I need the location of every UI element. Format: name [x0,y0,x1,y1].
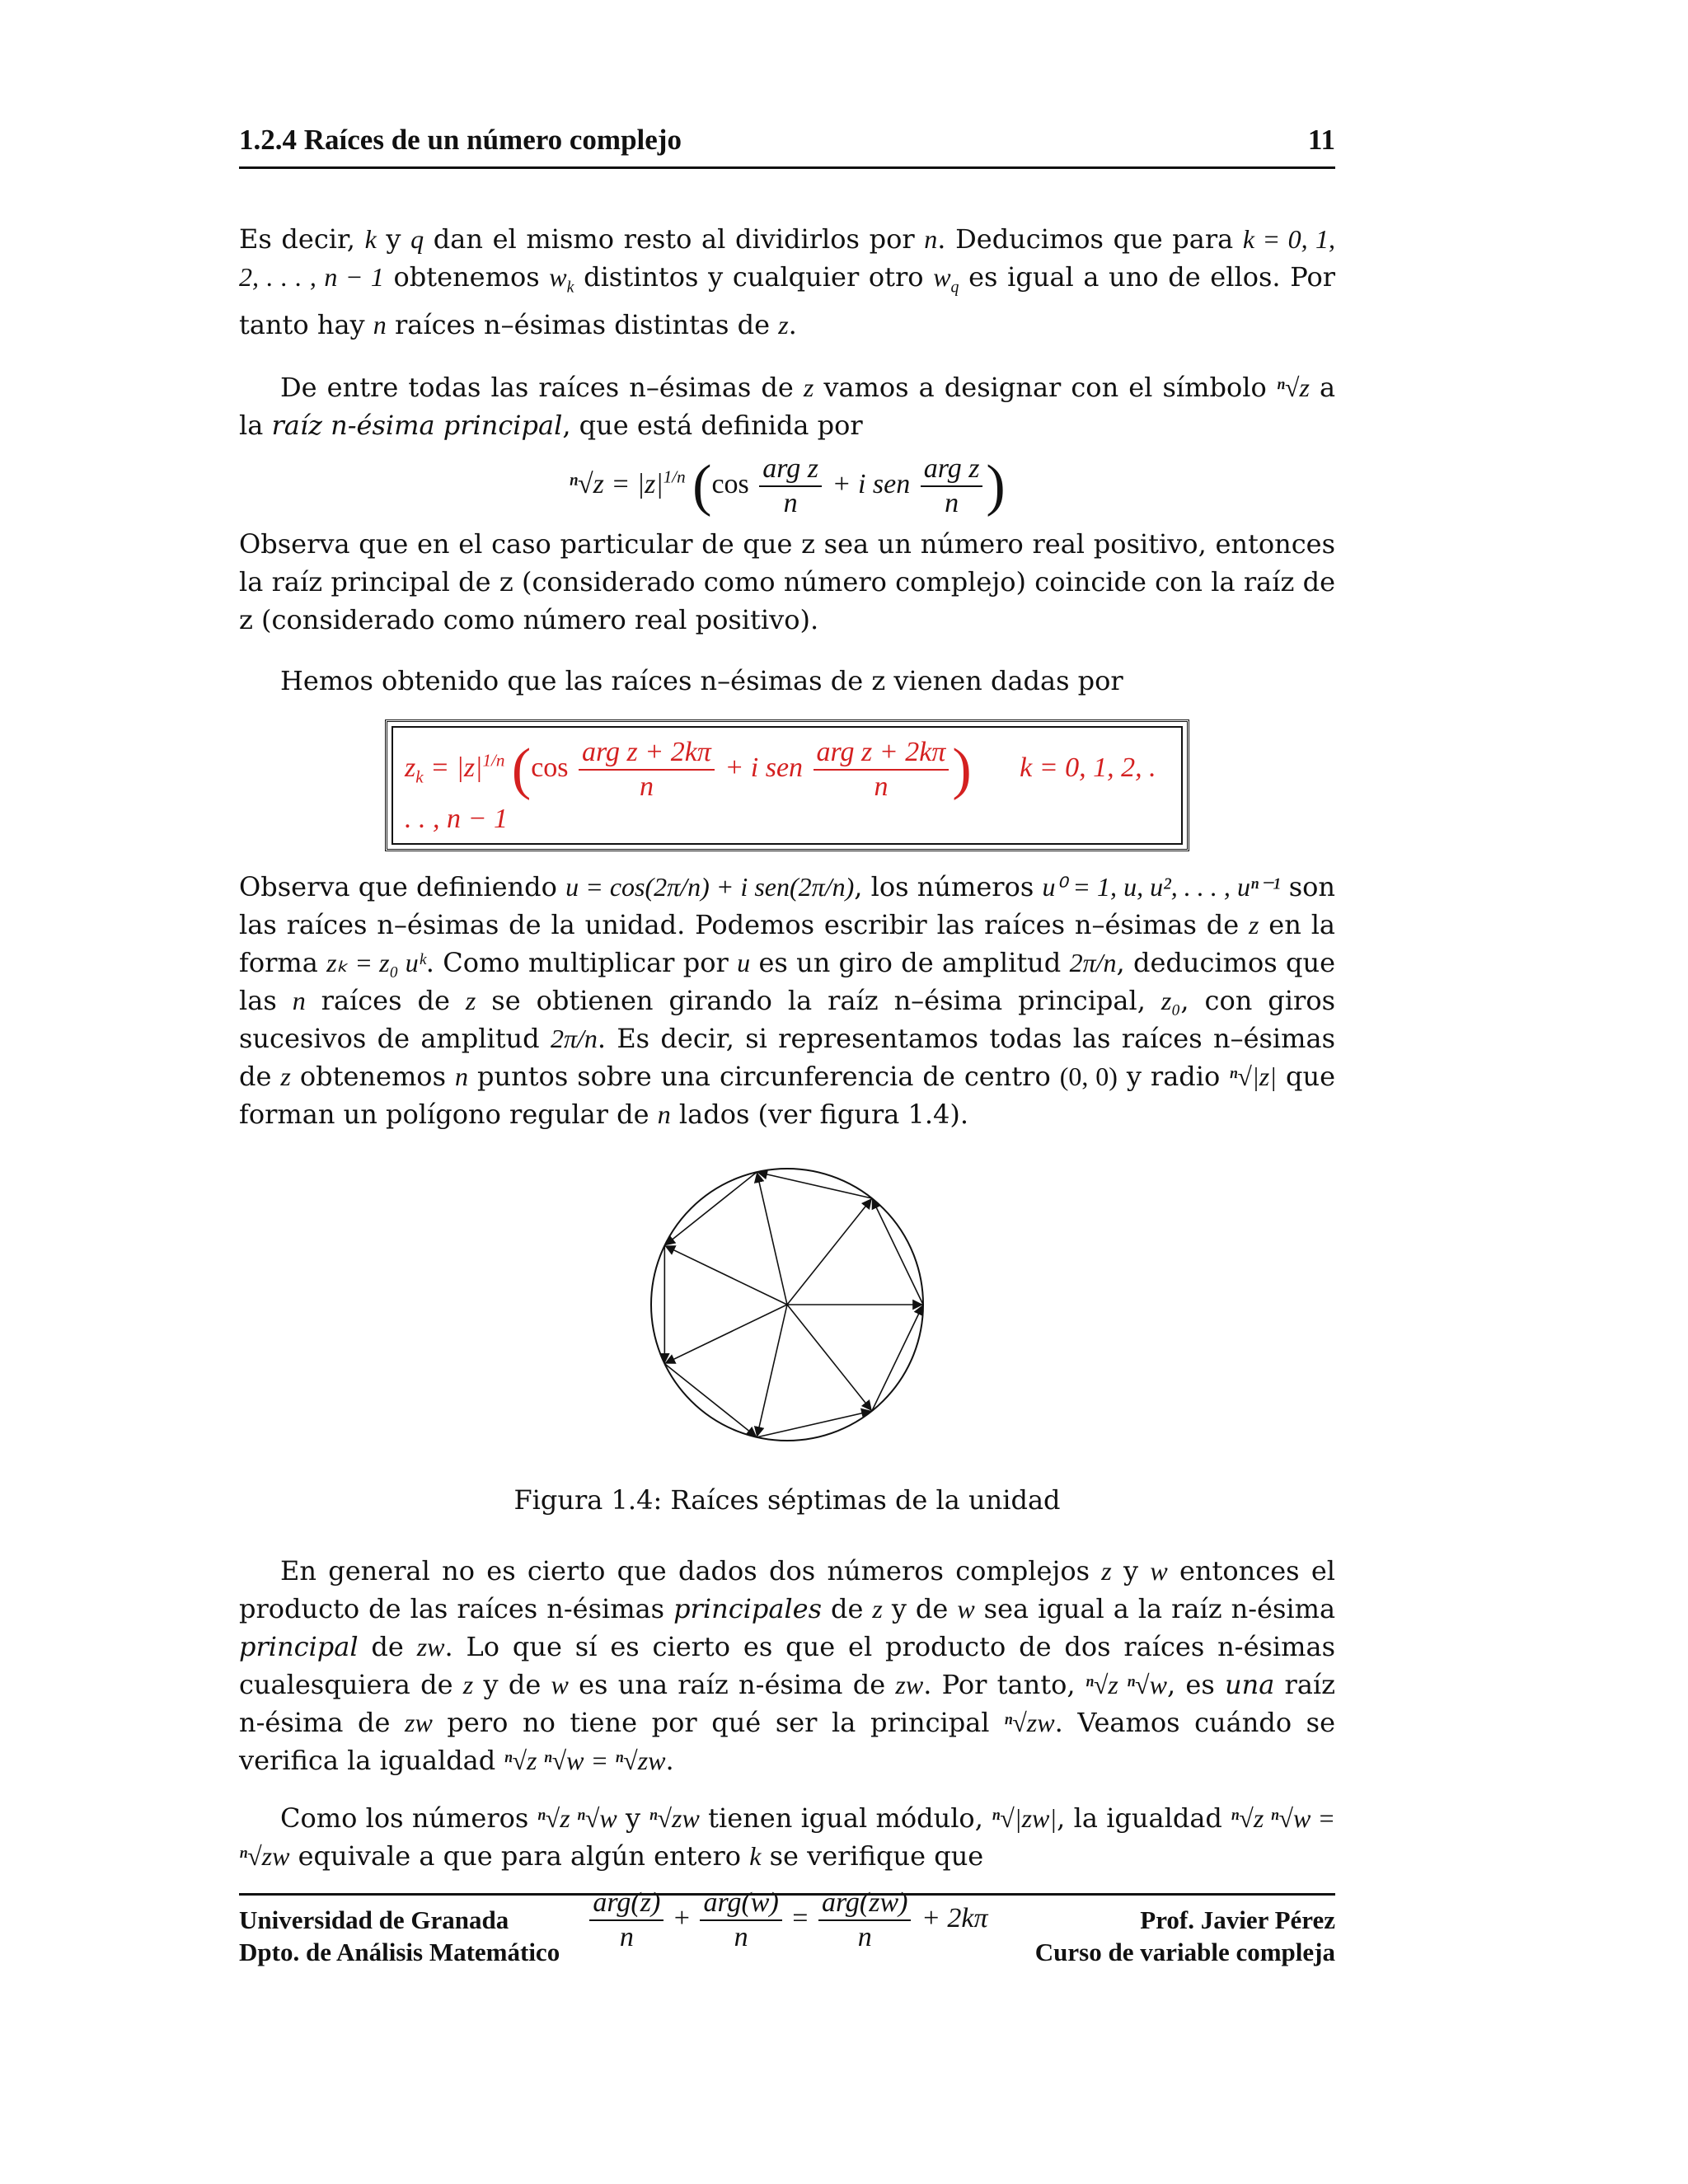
paragraph-4: Hemos obtenido que las raíces n–ésimas de z vienen dadas por [280,665,1123,697]
roots-diagram [639,1156,935,1453]
polygon-edge [664,1364,757,1437]
page-header [239,124,1335,169]
footer-course: Curso de variable compleja [1034,1938,1335,1966]
paragraph-1: Es decir, k y q dan el mismo resto al dividirlos por n. Deducimos que para k = 0, 1, 2, . . . , n − 1 obtenemos $w_k$ distintos y cualquier otro $w_q$ es igual a uno de ellos. Por tanto hay n raíces n–ésimas distintas de z. [239,223,1336,341]
footer-department: Dpto. de Análisis Matemático [239,1938,560,1966]
paragraph-3: Observa que en el caso particular de que z sea un número real positivo, entonces la raíz principal de z (considerado como número complejo) coincide con la raíz de z (considerado como número real positivo). [239,528,1335,636]
polygon-edge [664,1173,757,1246]
section-title: 1.2.4 Raíces de un número complejo [239,124,682,156]
figure-caption: Figura 1.4: Raíces séptimas de la unidad [513,1484,1061,1516]
page-number: 11 [1307,124,1335,156]
root-vector [664,1246,787,1305]
footer-author: Prof. Javier Pérez [1140,1905,1335,1934]
root-vector [664,1305,787,1364]
page-content [239,124,1335,1954]
boxed-formula: $z_k = |z|^{1/n}$ (cos $\frac{\text{arg z + 2kπ}}{n}$ + i sen $\frac{\text{arg z + 2kπ}}{n}$ ) k = 0, 1, 2, . . . , n − 1 [385,719,1189,851]
polygon-edge [872,1305,923,1411]
root-vector [787,1198,872,1305]
polygon-edge [757,1411,872,1437]
formula-principal-root: $^n√z = |z|^{1/n}$ (cos $\frac{\text{arg z}}{n}$ + i sen $\frac{\text{arg z}}{n}$ ) [569,453,1006,519]
polygon-edge [757,1173,872,1199]
root-vector [757,1173,787,1305]
footer-university: Universidad de Granada [239,1905,509,1934]
paragraph-2: De entre todas las raíces n–ésimas de z vamos a designar con el símbolo ⁿ√z a la raíz n-ésima principal, que está definida por [239,372,1336,442]
root-vector [787,1305,872,1411]
paragraph-5: Observa que definiendo u = cos(2π/n) + i sen(2π/n), los números u⁰ = 1, u, u², . . . , uⁿ⁻¹ son las raíces n–ésimas de la unidad. Podemos escribir las raíces n–ésimas de z en la forma zₖ = z₀ uᵏ. Como multiplicar por u es un giro de amplitud 2π/n, deducimos que las n raíces de z se obtienen girando la raíz n–ésima principal, z₀, con giros sucesivos de amplitud 2π/n. Es decir, si representamos todas las raíces n–ésimas de z obtenemos n puntos sobre una circunferencia de centro (0, 0) y radio ⁿ√|z| que forman un polígono regular de n lados (ver figura 1.4). [239,871,1336,1131]
root-vector [757,1305,787,1437]
polygon-edge [872,1198,923,1305]
paragraph-6: En general no es cierto que dados dos números complejos z y w entonces el producto de las raíces n-ésimas principales de z y de w sea igual a la raíz n-ésima principal de zw. Lo que sí es cierto es que el producto de dos raíces n-ésimas cualesquiera de z y de w es una raíz n-ésima de zw. Por tanto, ⁿ√z ⁿ√w, es una raíz n-ésima de zw pero no tiene por qué ser la principal ⁿ√zw. Veamos cuándo se verifica la igualdad ⁿ√z ⁿ√w = ⁿ√zw. [239,1555,1336,1777]
formula-arg-sum: $\frac{\text{arg(z)}}{n}$ + $\frac{\text{arg(w)}}{n}$ = $\frac{\text{arg(zw)}}{n}$ + 2kπ [239,1886,1335,1954]
figure-roots [239,1156,1335,1456]
paragraph-7: Como los números ⁿ√z ⁿ√w y ⁿ√zw tienen igual módulo, ⁿ√|zw|, la igualdad ⁿ√z ⁿ√w = ⁿ√zw equivale a que para algún entero k se verifique que [239,1802,1336,1872]
